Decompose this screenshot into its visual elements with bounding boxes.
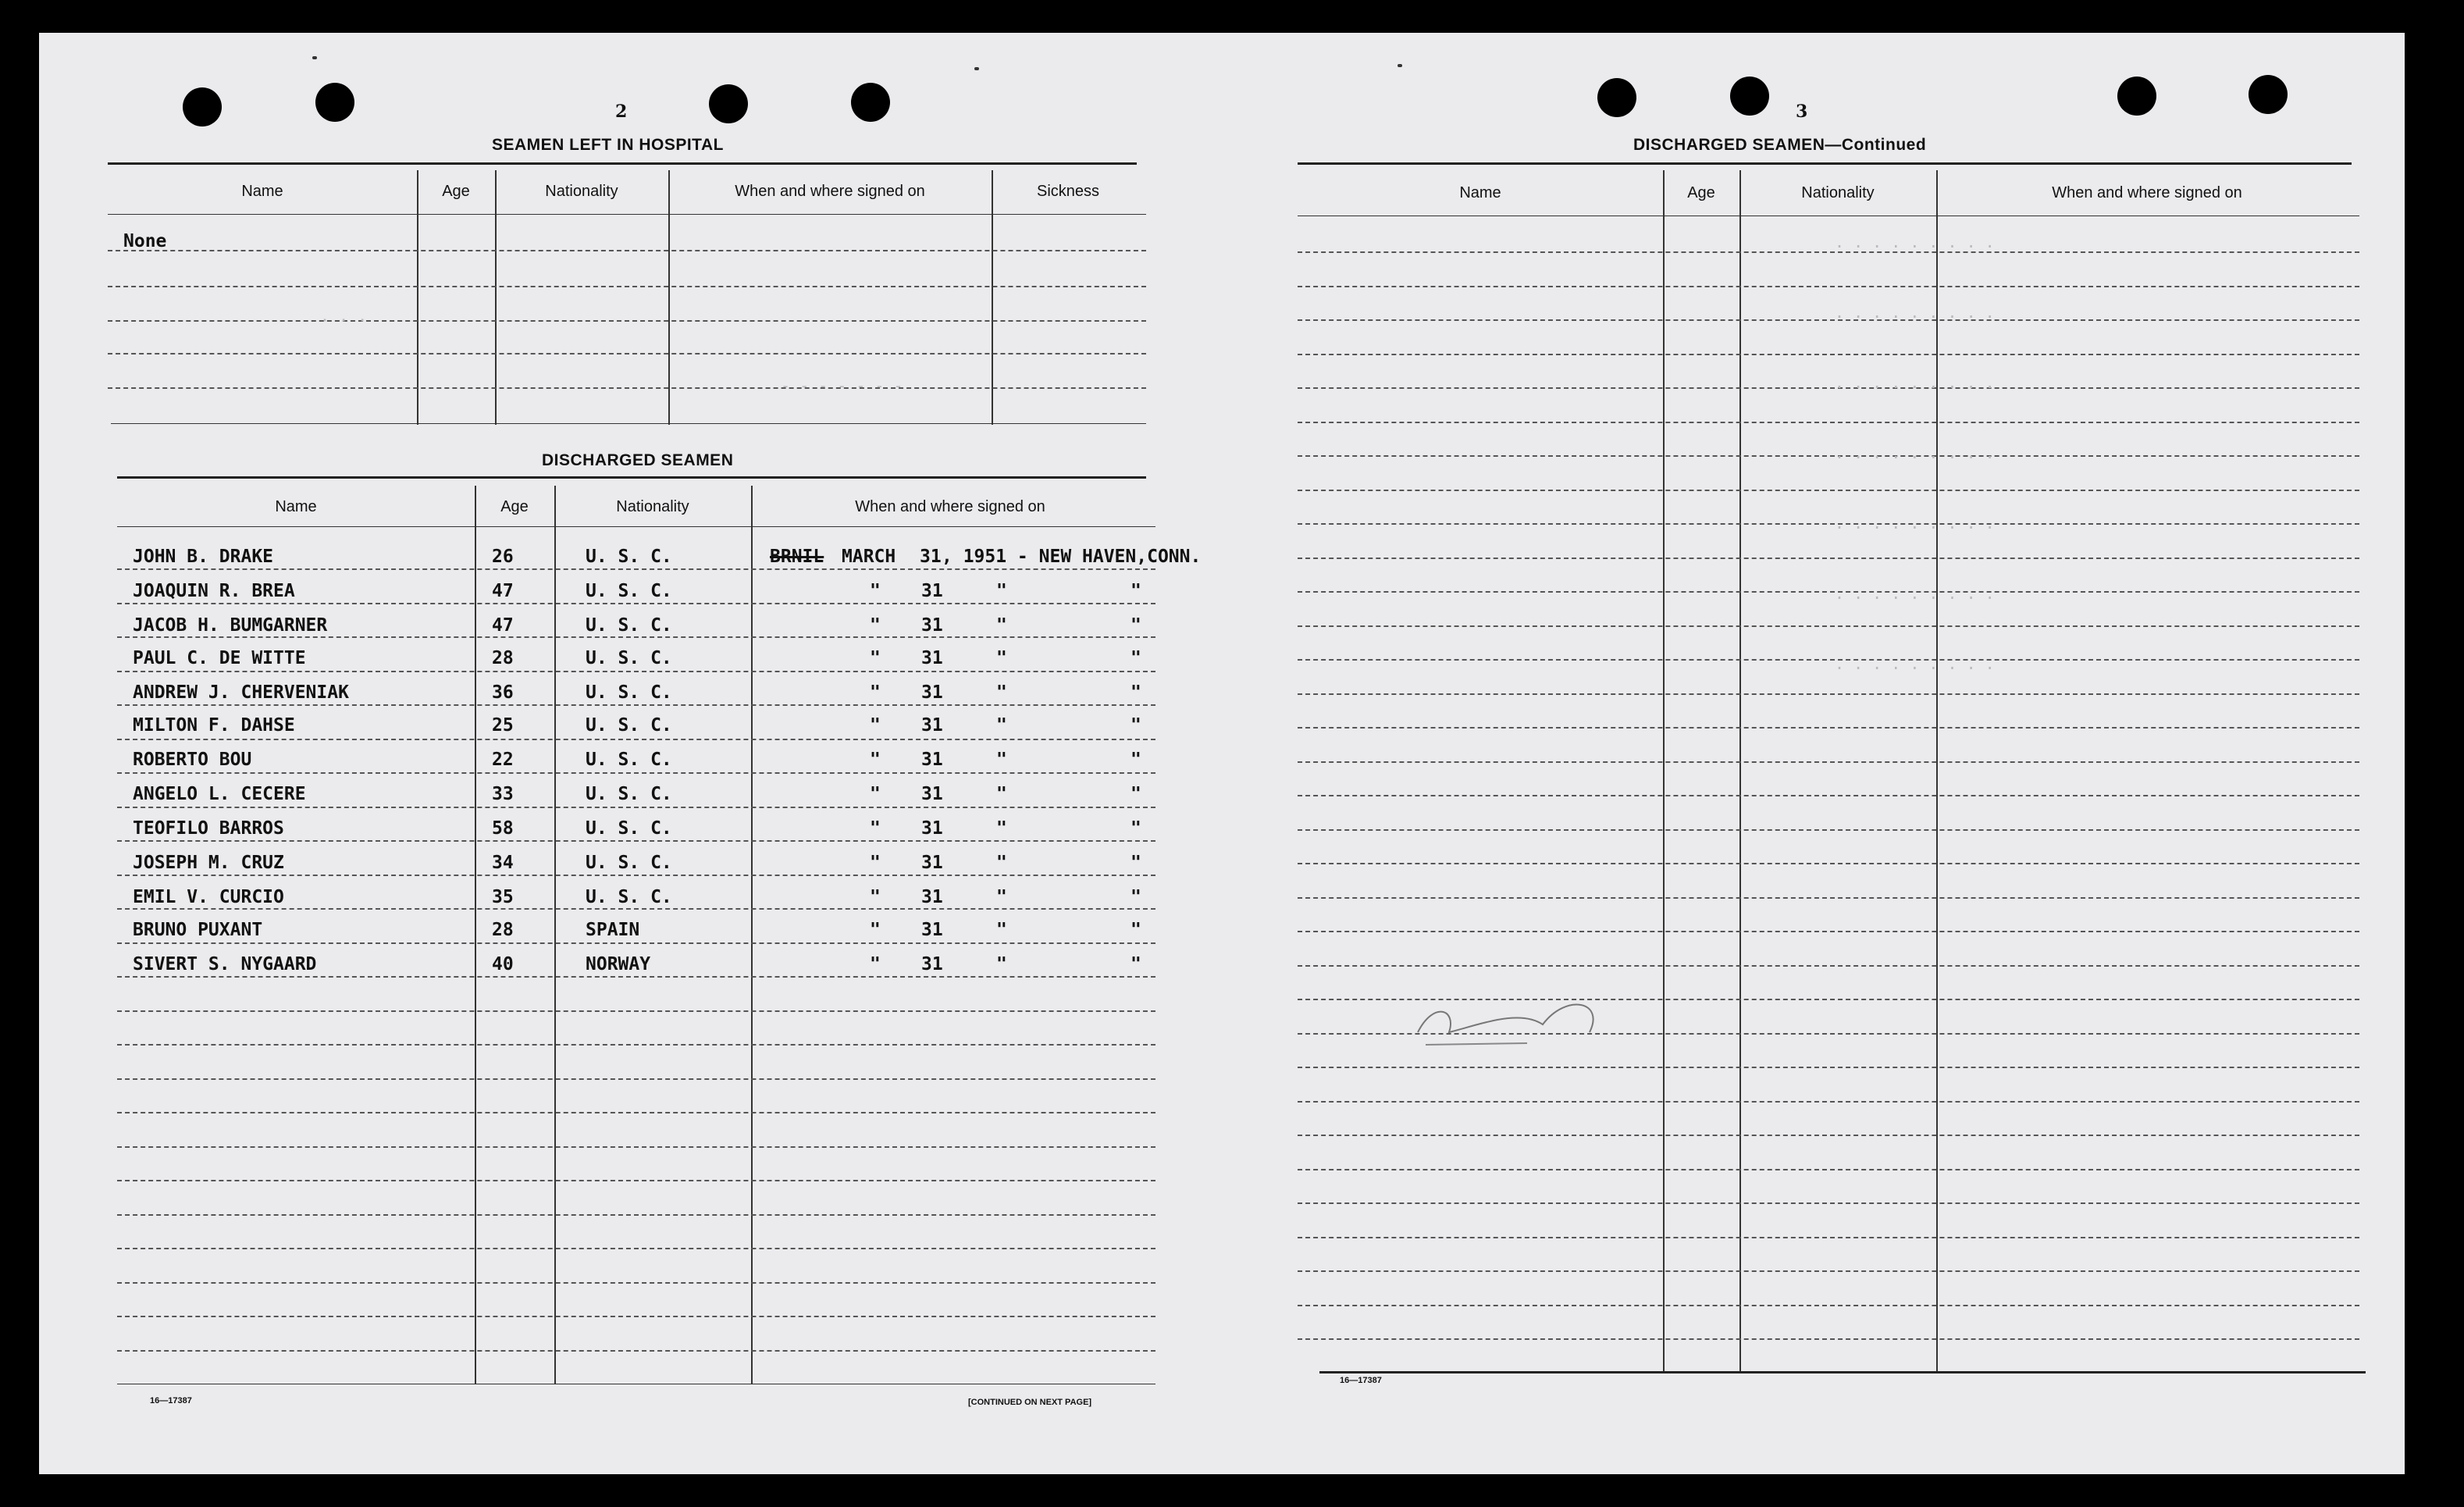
ruling-line [117, 671, 1155, 672]
row-10-ditto: " [870, 853, 881, 873]
ruling-line [117, 1078, 1155, 1080]
ruling-line [1298, 1101, 2359, 1103]
ruling-line [1298, 286, 2359, 287]
ruling-line [117, 1146, 1155, 1148]
hospital-col-sickness: Sickness [1036, 183, 1100, 200]
right-col-nationality: Nationality [1801, 184, 1875, 201]
row-11-ditto: " [1131, 887, 1141, 907]
right-section-title: DISCHARGED SEAMEN—Continued [1633, 136, 1927, 154]
row-7-ditto: " [996, 750, 1007, 770]
hospital-row-line [108, 286, 1146, 287]
row-3-nationality: U. S. C. [586, 615, 672, 636]
row-9-nationality: U. S. C. [586, 818, 672, 839]
hospital-row-line [108, 353, 1146, 354]
row-2-ditto: " [996, 581, 1007, 601]
row-2-age: 47 [492, 581, 514, 601]
hospital-header-rule [108, 214, 1146, 215]
hospital-row-line [108, 250, 1146, 251]
row-13-ditto: " [1131, 954, 1141, 974]
row-1-name: JOHN B. DRAKE [133, 547, 274, 567]
ruling-line [117, 1010, 1155, 1012]
ruling-line [1298, 1202, 2359, 1204]
row-8-nationality: U. S. C. [586, 784, 672, 804]
row-2-day: 31 [921, 581, 943, 601]
ruling-line [1298, 354, 2359, 355]
row-9-ditto: " [996, 818, 1007, 839]
hospital-col-name: Name [241, 183, 283, 200]
row-6-ditto: " [996, 715, 1007, 736]
ruling-line [117, 568, 1155, 570]
row-10-age: 34 [492, 853, 514, 873]
right-col-signed-on: When and where signed on [2052, 184, 2242, 201]
row-6-age: 25 [492, 715, 514, 736]
punch-hole [2249, 75, 2288, 114]
left-page-number: 2 [615, 102, 628, 122]
punch-hole [315, 83, 354, 122]
ruling-line [117, 636, 1155, 638]
bleed-through: . . . . . . . . . [1835, 654, 1995, 673]
left-form-number: 16—17387 [150, 1396, 192, 1405]
ruling-line [1298, 1135, 2359, 1136]
ruling-line [1298, 863, 2359, 864]
row-3-ditto: " [996, 615, 1007, 636]
row-6-name: MILTON F. DAHSE [133, 715, 295, 736]
speck [1398, 64, 1402, 67]
ruling-line [1298, 1305, 2359, 1306]
row-11-ditto: " [996, 887, 1007, 907]
row-8-ditto: " [1131, 784, 1141, 804]
ruling-line [117, 1214, 1155, 1216]
row-12-age: 28 [492, 920, 514, 940]
ruling-line [1298, 1169, 2359, 1170]
document-sheet [39, 33, 2405, 1474]
row-12-ditto: " [870, 920, 881, 940]
hospital-col-age: Age [442, 183, 470, 200]
ruling-line [117, 908, 1155, 910]
ruling-line [1298, 693, 2359, 695]
row-8-ditto: " [996, 784, 1007, 804]
ruling-line [1298, 387, 2359, 389]
row-1-day: 31 [920, 547, 942, 567]
row-8-day: 31 [921, 784, 943, 804]
pencil-scribble [1410, 978, 1613, 1056]
row-3-name: JACOB H. BUMGARNER [133, 615, 328, 636]
row-3-ditto: " [870, 615, 881, 636]
discharged-col-age: Age [500, 498, 529, 515]
ruling-line [117, 942, 1155, 944]
row-5-nationality: U. S. C. [586, 682, 672, 703]
row-11-day: 31 [921, 887, 943, 907]
row-5-ditto: " [870, 682, 881, 703]
right-col-age: Age [1687, 184, 1715, 201]
bleed-through: . . . . . . . . . [1835, 233, 1995, 251]
right-col-divider [1936, 170, 1938, 1373]
row-13-nationality: NORWAY [586, 954, 651, 974]
row-3-age: 47 [492, 615, 514, 636]
row-6-nationality: U. S. C. [586, 715, 672, 736]
row-4-ditto: " [1131, 648, 1141, 668]
ruling-line [117, 704, 1155, 706]
ruling-line [117, 840, 1155, 842]
row-11-nationality: U. S. C. [586, 887, 672, 907]
ruling-line [117, 807, 1155, 808]
ruling-line [117, 1350, 1155, 1352]
row-10-ditto: " [1131, 853, 1141, 873]
bleed-through: - - - - - - - [781, 376, 903, 395]
row-3-ditto: " [1131, 615, 1141, 636]
row-7-nationality: U. S. C. [586, 750, 672, 770]
ruling-line [1298, 795, 2359, 796]
discharged-top-rule [117, 476, 1146, 479]
row-10-nationality: U. S. C. [586, 853, 672, 873]
row-4-day: 31 [921, 648, 943, 668]
row-1-rest: , 1951 - NEW HAVEN,CONN. [942, 547, 1202, 567]
ruling-line [1298, 1270, 2359, 1272]
ruling-line [117, 976, 1155, 978]
row-12-name: BRUNO PUXANT [133, 920, 263, 940]
row-4-nationality: U. S. C. [586, 648, 672, 668]
punch-hole [1597, 78, 1636, 117]
row-8-name: ANGELO L. CECERE [133, 784, 306, 804]
hospital-top-rule [108, 162, 1137, 165]
ruling-line [1298, 659, 2359, 661]
row-10-day: 31 [921, 853, 943, 873]
row-11-age: 35 [492, 887, 514, 907]
hospital-entry-none: None [123, 231, 167, 251]
ruling-line [1298, 523, 2359, 525]
row-7-ditto: " [870, 750, 881, 770]
ruling-line [1298, 1067, 2359, 1068]
ruling-line [117, 1180, 1155, 1181]
ruling-line [1298, 319, 2359, 321]
ruling-line [117, 1044, 1155, 1046]
row-13-day: 31 [921, 954, 943, 974]
ruling-line [1298, 490, 2359, 491]
hospital-row-line [108, 387, 1146, 389]
row-4-name: PAUL C. DE WITTE [133, 648, 306, 668]
bleed-through: . . . . . . . . . [1835, 514, 1995, 533]
row-5-name: ANDREW J. CHERVENIAK [133, 682, 349, 703]
punch-hole [1730, 77, 1769, 116]
ruling-line [117, 1316, 1155, 1317]
hospital-section-title: SEAMEN LEFT IN HOSPITAL [492, 136, 724, 154]
row-10-ditto: " [996, 853, 1007, 873]
ruling-line [1298, 455, 2359, 457]
row-12-nationality: SPAIN [586, 920, 640, 940]
ruling-line [1298, 727, 2359, 729]
bleed-through: . . . . . . . . . [1835, 373, 1995, 392]
row-5-ditto: " [996, 682, 1007, 703]
row-10-name: JOSEPH M. CRUZ [133, 853, 284, 873]
row-6-ditto: " [870, 715, 881, 736]
right-bottom-rule [1319, 1371, 2366, 1373]
hospital-row-line [108, 320, 1146, 322]
bleed-through: . . . . . . . . . [1835, 444, 1995, 462]
discharged-header-rule [117, 526, 1155, 527]
row-2-nationality: U. S. C. [586, 581, 672, 601]
hospital-bottom-rule [111, 423, 1146, 424]
row-9-ditto: " [870, 818, 881, 839]
row-8-age: 33 [492, 784, 514, 804]
right-page-number: 3 [1796, 102, 1808, 122]
punch-hole [851, 83, 890, 122]
speck [312, 56, 317, 59]
discharged-col-name: Name [275, 498, 317, 515]
row-13-ditto: " [996, 954, 1007, 974]
row-7-name: ROBERTO BOU [133, 750, 252, 770]
right-col-name: Name [1459, 184, 1501, 201]
row-2-name: JOAQUIN R. BREA [133, 581, 295, 601]
row-11-ditto: " [870, 887, 881, 907]
row-12-day: 31 [921, 920, 943, 940]
row-13-ditto: " [870, 954, 881, 974]
punch-hole [183, 87, 222, 126]
ruling-line [1298, 897, 2359, 899]
row-11-name: EMIL V. CURCIO [133, 887, 284, 907]
row-9-name: TEOFILO BARROS [133, 818, 284, 839]
row-2-ditto: " [1131, 581, 1141, 601]
ruling-line [1298, 1237, 2359, 1238]
row-5-age: 36 [492, 682, 514, 703]
ruling-line [1298, 591, 2359, 593]
ruling-line [117, 1282, 1155, 1284]
row-9-ditto: " [1131, 818, 1141, 839]
discharged-section-title: DISCHARGED SEAMEN [542, 451, 734, 469]
ruling-line [1298, 251, 2359, 253]
ruling-line [117, 739, 1155, 740]
ruling-line [117, 875, 1155, 876]
row-4-age: 28 [492, 648, 514, 668]
ruling-line [1298, 558, 2359, 559]
right-form-number: 16—17387 [1340, 1376, 1382, 1385]
row-12-ditto: " [1131, 920, 1141, 940]
ruling-line [117, 603, 1155, 604]
bleed-through: · · · [320, 311, 368, 330]
row-7-day: 31 [921, 750, 943, 770]
row-13-name: SIVERT S. NYGAARD [133, 954, 317, 974]
row-1-struck-text: BRNIL [770, 547, 824, 567]
right-top-rule [1298, 162, 2352, 165]
ruling-line [1298, 625, 2359, 627]
continued-note: [CONTINUED ON NEXT PAGE] [968, 1398, 1092, 1407]
ruling-line [1298, 1338, 2359, 1340]
hospital-col-nationality: Nationality [545, 183, 618, 200]
row-4-ditto: " [996, 648, 1007, 668]
punch-hole [2117, 77, 2156, 116]
row-5-ditto: " [1131, 682, 1141, 703]
row-6-ditto: " [1131, 715, 1141, 736]
bleed-through: . . . . . . . . . [1835, 584, 1995, 603]
bleed-through: . . . . . . . . . [1835, 303, 1995, 322]
hospital-col-signed-on: When and where signed on [735, 183, 925, 200]
ruling-line [117, 772, 1155, 774]
row-5-day: 31 [921, 682, 943, 703]
ruling-line [1298, 761, 2359, 763]
ruling-line [1298, 829, 2359, 831]
row-1-age: 26 [492, 547, 514, 567]
ruling-line [117, 1248, 1155, 1249]
right-col-divider [1739, 170, 1741, 1373]
ruling-line [1298, 965, 2359, 967]
row-12-ditto: " [996, 920, 1007, 940]
ruling-line [1298, 931, 2359, 932]
row-8-ditto: " [870, 784, 881, 804]
row-13-age: 40 [492, 954, 514, 974]
row-7-age: 22 [492, 750, 514, 770]
right-col-divider [1663, 170, 1665, 1373]
row-9-day: 31 [921, 818, 943, 839]
ruling-line [117, 1112, 1155, 1113]
discharged-col-nationality: Nationality [616, 498, 689, 515]
ruling-line [1298, 422, 2359, 423]
row-2-ditto: " [870, 581, 881, 601]
row-9-age: 58 [492, 818, 514, 839]
row-7-ditto: " [1131, 750, 1141, 770]
discharged-col-signed-on: When and where signed on [855, 498, 1045, 515]
row-3-day: 31 [921, 615, 943, 636]
row-4-ditto: " [870, 648, 881, 668]
row-1-month: MARCH [842, 547, 896, 567]
punch-hole [709, 84, 748, 123]
row-1-nationality: U. S. C. [586, 547, 672, 567]
speck [974, 67, 979, 70]
row-6-day: 31 [921, 715, 943, 736]
